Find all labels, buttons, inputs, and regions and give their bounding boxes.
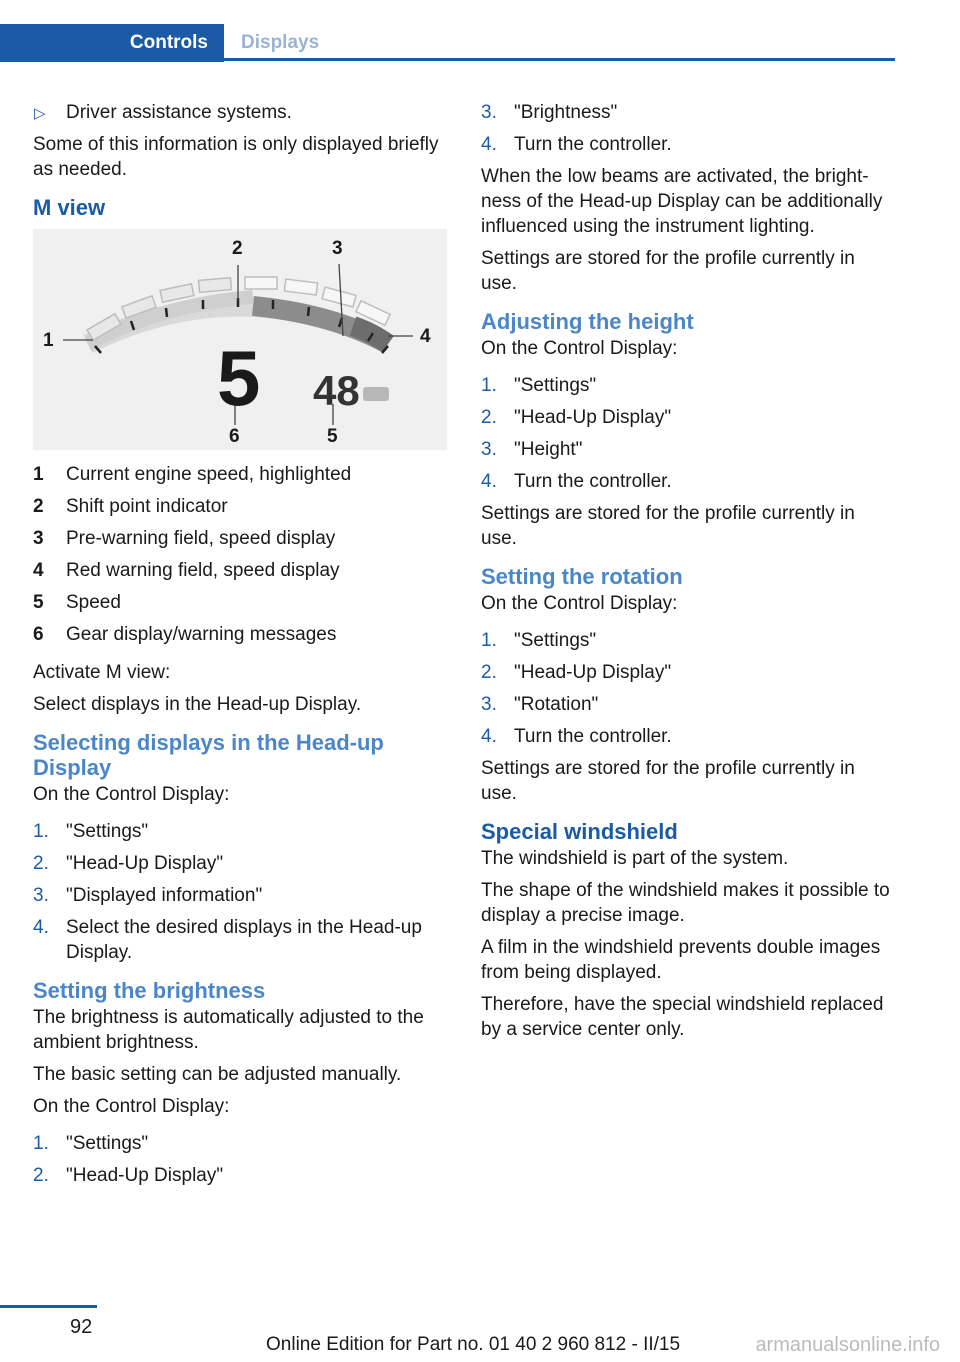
- stored-text-1: Settings are stored for the profile currently in use.: [481, 248, 855, 294]
- step-number: 2.: [481, 407, 497, 428]
- legend-item: [33, 494, 447, 519]
- legend-number: 3: [33, 528, 44, 549]
- watermark: armanualsonline.info: [755, 1334, 940, 1356]
- step-number: 2.: [33, 1165, 49, 1186]
- tick: [166, 308, 167, 317]
- brightness-intro: On the Control Display:: [33, 1096, 230, 1117]
- activate-line-1: Activate M view:: [33, 662, 171, 683]
- step-text: "Head-Up Display": [66, 1165, 224, 1186]
- m-view-heading: M view: [33, 195, 106, 220]
- step-item: [481, 437, 895, 462]
- step-item: [481, 373, 895, 398]
- windshield-p3: A film in the windshield prevents double images from being displayed.: [481, 937, 881, 983]
- step-item: [481, 724, 895, 749]
- legend-text: Current engine speed, highlighted: [66, 464, 352, 485]
- step-number: 3.: [481, 694, 497, 715]
- step-number: 4.: [481, 471, 497, 492]
- step-item: [481, 132, 895, 157]
- step-item: [481, 660, 895, 685]
- legend-number: 2: [33, 496, 44, 517]
- legend-number: 5: [33, 592, 44, 613]
- brightness-p2: The basic setting can be adjusted manually.: [33, 1064, 402, 1085]
- brightness-heading: Setting the brightness: [33, 978, 266, 1003]
- step-text: "Head-Up Display": [514, 407, 672, 428]
- select-displays-heading: Selecting displays in the Head-up Display: [33, 730, 384, 780]
- step-text: "Settings": [514, 630, 597, 651]
- windshield-heading: Special windshield: [481, 819, 678, 844]
- page-number: 92: [70, 1316, 93, 1338]
- step-item: [33, 851, 447, 876]
- rotation-steps: [481, 628, 895, 749]
- edition-text: Online Edition for Part no. 01 40 2 960 812 - II/15: [266, 1334, 681, 1355]
- legend-text: Red warning field, speed display: [66, 560, 340, 581]
- activate-line-2: Select displays in the Head-up Display.: [33, 694, 362, 715]
- step-number: 2.: [481, 662, 497, 683]
- stored-text-3: Settings are stored for the profile currently in use.: [481, 758, 855, 804]
- windshield-p1: The windshield is part of the system.: [481, 848, 789, 869]
- windshield-p2: The shape of the windshield makes it possible to display a precise image.: [481, 880, 890, 926]
- footer-rule: [0, 1305, 97, 1308]
- triangle-bullet-icon: ▷: [34, 105, 46, 122]
- left-column: [33, 100, 447, 1195]
- step-text: Turn the controller.: [514, 471, 672, 492]
- step-number: 4.: [33, 917, 49, 938]
- figure-label-6: 6: [229, 426, 240, 447]
- select-steps: [33, 819, 447, 965]
- tick: [308, 307, 309, 316]
- step-item: [481, 100, 895, 125]
- height-heading: Adjusting the height: [481, 309, 694, 334]
- figure-label-4: 4: [420, 326, 431, 347]
- tab-displays[interactable]: Displays: [241, 32, 320, 53]
- header-rule: [224, 58, 895, 61]
- stored-text-2: Settings are stored for the profile currently in use.: [481, 503, 855, 549]
- legend-text: Pre-warning field, speed display: [66, 528, 336, 549]
- height-steps: [481, 373, 895, 494]
- legend-item: [33, 590, 447, 615]
- step-number: 1.: [481, 630, 497, 651]
- rotation-intro: On the Control Display:: [481, 593, 678, 614]
- legend-text: Speed: [66, 592, 121, 613]
- m-view-figure: [33, 229, 447, 450]
- gear-readout: 5: [217, 334, 261, 422]
- figure-label-5: 5: [327, 426, 338, 447]
- windshield-p4: Therefore, have the special windshield replaced by a service center only.: [481, 994, 884, 1040]
- rotation-heading: Setting the rotation: [481, 564, 683, 589]
- step-number: 3.: [481, 439, 497, 460]
- select-intro: On the Control Display:: [33, 784, 230, 805]
- step-item: [481, 692, 895, 717]
- step-number: 3.: [33, 885, 49, 906]
- legend-number: 1: [33, 464, 44, 485]
- step-text: "Displayed information": [66, 885, 263, 906]
- step-item: [33, 883, 447, 908]
- lowbeam-text: When the low beams are activated, the brightness of the Head-up Display can be additionally influenced using the instrument lighting.: [481, 166, 883, 237]
- bullet-item: [33, 100, 447, 125]
- step-text: "Brightness": [514, 102, 618, 123]
- bullet-text: Driver assistance systems.: [66, 102, 292, 123]
- step-item: [481, 628, 895, 653]
- legend-item: [33, 526, 447, 551]
- step-number: 1.: [33, 821, 49, 842]
- step-text: "Head-Up Display": [66, 853, 224, 874]
- step-text: Select the desired displays in the Head-up Display.: [66, 917, 422, 963]
- step-text: Turn the controller.: [514, 726, 672, 747]
- step-number: 2.: [33, 853, 49, 874]
- tab-controls[interactable]: Controls: [0, 24, 224, 62]
- speed-readout: 48: [313, 367, 360, 414]
- segment: [199, 278, 232, 293]
- unit-blur: [363, 387, 389, 401]
- step-text: "Rotation": [514, 694, 599, 715]
- step-item: [481, 405, 895, 430]
- legend-list: [33, 462, 447, 647]
- step-text: "Settings": [66, 821, 149, 842]
- step-number: 4.: [481, 134, 497, 155]
- legend-text: Gear display/warning messages: [66, 624, 337, 645]
- step-text: "Height": [514, 439, 583, 460]
- step-item: [33, 1131, 447, 1156]
- brightness-steps-cont: [481, 100, 895, 157]
- step-text: "Head-Up Display": [514, 662, 672, 683]
- legend-item: [33, 558, 447, 583]
- brightness-steps: [33, 1131, 447, 1188]
- step-number: 4.: [481, 726, 497, 747]
- height-intro: On the Control Display:: [481, 338, 678, 359]
- legend-text: Shift point indicator: [66, 496, 228, 517]
- legend-item: [33, 462, 447, 487]
- figure-label-1: 1: [43, 330, 54, 351]
- brightness-p1: The brightness is automatically adjusted to the ambient brightness.: [33, 1007, 424, 1053]
- step-text: "Settings": [514, 375, 597, 396]
- segment: [245, 277, 277, 289]
- step-number: 3.: [481, 102, 497, 123]
- legend-number: 4: [33, 560, 44, 581]
- step-item: [481, 469, 895, 494]
- step-item: [33, 915, 447, 965]
- intro-text: Some of this information is only displayed briefly as needed.: [33, 134, 439, 180]
- step-item: [33, 819, 447, 844]
- right-column: [481, 100, 895, 1049]
- step-number: 1.: [481, 375, 497, 396]
- legend-number: 6: [33, 624, 44, 645]
- header-bar: [0, 0, 960, 62]
- figure-label-2: 2: [232, 238, 243, 259]
- step-text: Turn the controller.: [514, 134, 672, 155]
- step-item: [33, 1163, 447, 1188]
- legend-item: [33, 622, 447, 647]
- step-text: "Settings": [66, 1133, 149, 1154]
- step-number: 1.: [33, 1133, 49, 1154]
- figure-label-3: 3: [332, 238, 343, 259]
